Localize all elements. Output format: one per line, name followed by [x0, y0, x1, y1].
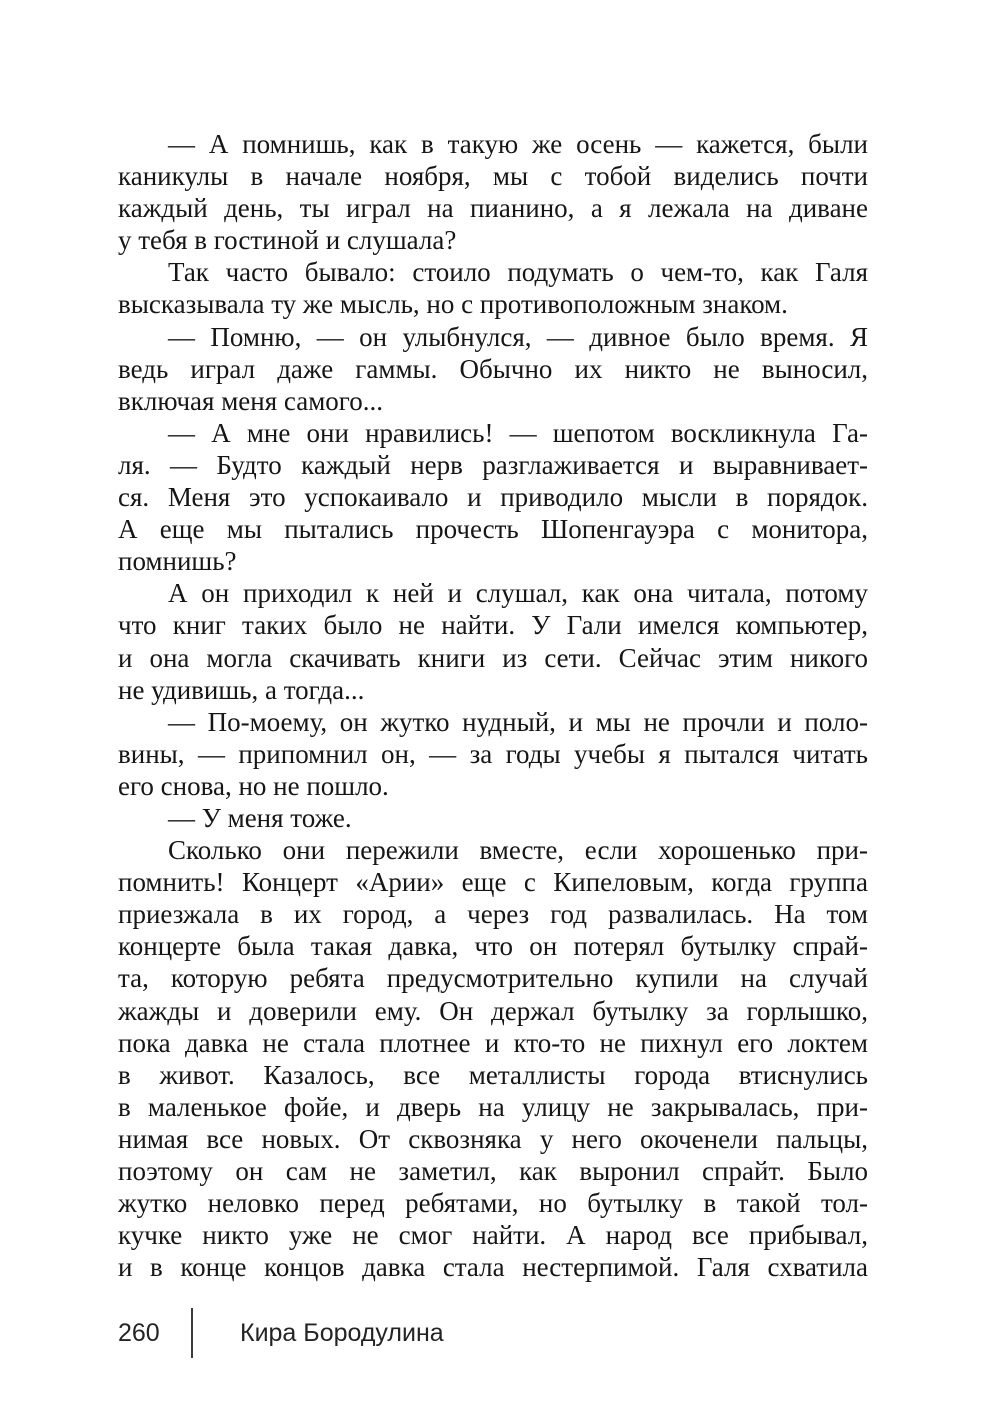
text-line: каникулы в начале ноября, мы с тобой виделись почти — [118, 161, 868, 192]
footer-author: Кира Бородулина — [240, 1318, 444, 1347]
paragraph — [118, 706, 868, 802]
text-line: — У меня тоже. — [168, 802, 352, 833]
text-line: что книг таких было не найти. У Гали имелся компьютер, — [118, 610, 868, 641]
text-line: и в конце концов давка стала нестерпимой. Галя схватила — [118, 1252, 868, 1283]
page-number: 260 — [118, 1318, 160, 1347]
text-line: нимая все новых. От сквозняка у него окоченели пальцы, — [118, 1123, 868, 1154]
text-line: не удивишь, а тогда... — [118, 674, 365, 705]
text-line: в маленькое фойе, и дверь на улицу не закрывалась, при- — [118, 1091, 868, 1122]
text-line: Так часто бывало: стоило подумать о чем-то, как Галя — [168, 257, 868, 288]
text-line: высказывала ту же мысль, но с противоположным знаком. — [118, 289, 788, 320]
footer-divider — [191, 1308, 193, 1358]
text-line: А он приходил к ней и слушал, как она читала, потому — [168, 578, 868, 609]
text-line: приезжала в их город, а через год развалилась. На том — [118, 899, 868, 930]
text-line: жутко неловко перед ребятами, но бутылку в такой тол- — [118, 1188, 868, 1219]
text-line: — По-моему, он жутко нудный, и мы не прочли и поло- — [168, 706, 868, 737]
paragraph — [118, 577, 868, 705]
paragraph — [118, 256, 868, 320]
text-line: вины, — припомнил он, — за годы учебы я пытался читать — [118, 738, 868, 769]
page-text — [118, 128, 868, 1283]
text-line: его снова, но не пошло. — [118, 770, 389, 801]
text-line: та, которую ребята предусмотрительно купили на случай — [118, 963, 868, 994]
text-line: — Помню, — он улыбнулся, — дивное было время. Я — [168, 321, 868, 352]
text-line: — А помнишь, как в такую же осень — кажется, были — [168, 129, 868, 159]
text-line: кучке никто уже не смог найти. А народ все прибывал, — [118, 1220, 868, 1251]
text-line: у тебя в гостиной и слушала? — [118, 225, 457, 256]
text-line: ля. — Будто каждый нерв разглаживается и выравнивает- — [118, 449, 868, 480]
page-footer — [118, 1308, 444, 1358]
paragraph — [118, 417, 868, 577]
text-line: концерте была такая давка, что он потерял бутылку спрай- — [118, 931, 868, 962]
paragraph — [118, 802, 868, 834]
text-line: каждый день, ты играл на пианино, а я лежала на диване — [118, 193, 868, 224]
text-line: и она могла скачивать книги из сети. Сейчас этим никого — [118, 642, 868, 673]
text-line: ведь играл даже гаммы. Обычно их никто не выносил, — [118, 353, 868, 384]
text-line: в живот. Казалось, все металлисты города втиснулись — [118, 1059, 868, 1090]
paragraph — [118, 834, 868, 1283]
text-line: помнить! Концерт «Арии» еще с Кипеловым, когда группа — [118, 867, 868, 898]
paragraph — [118, 321, 868, 417]
text-line: Сколько они пережили вместе, если хорошенько при- — [168, 835, 868, 866]
text-line: помнишь? — [118, 546, 237, 577]
text-line: жажды и доверили ему. Он держал бутылку за горлышко, — [118, 995, 868, 1026]
text-line: пока давка не стала плотнее и кто-то не пихнул его локтем — [118, 1027, 868, 1058]
text-line: А еще мы пытались прочесть Шопенгауэра с монитора, — [118, 514, 868, 545]
text-line: поэтому он сам не заметил, как выронил спрайт. Было — [118, 1156, 868, 1186]
text-line: ся. Меня это успокаивало и приводило мысли в порядок. — [118, 482, 868, 513]
text-line: — А мне они нравились! — шепотом воскликнула Га- — [168, 417, 868, 448]
paragraph — [118, 128, 868, 256]
text-line: включая меня самого... — [118, 385, 383, 416]
